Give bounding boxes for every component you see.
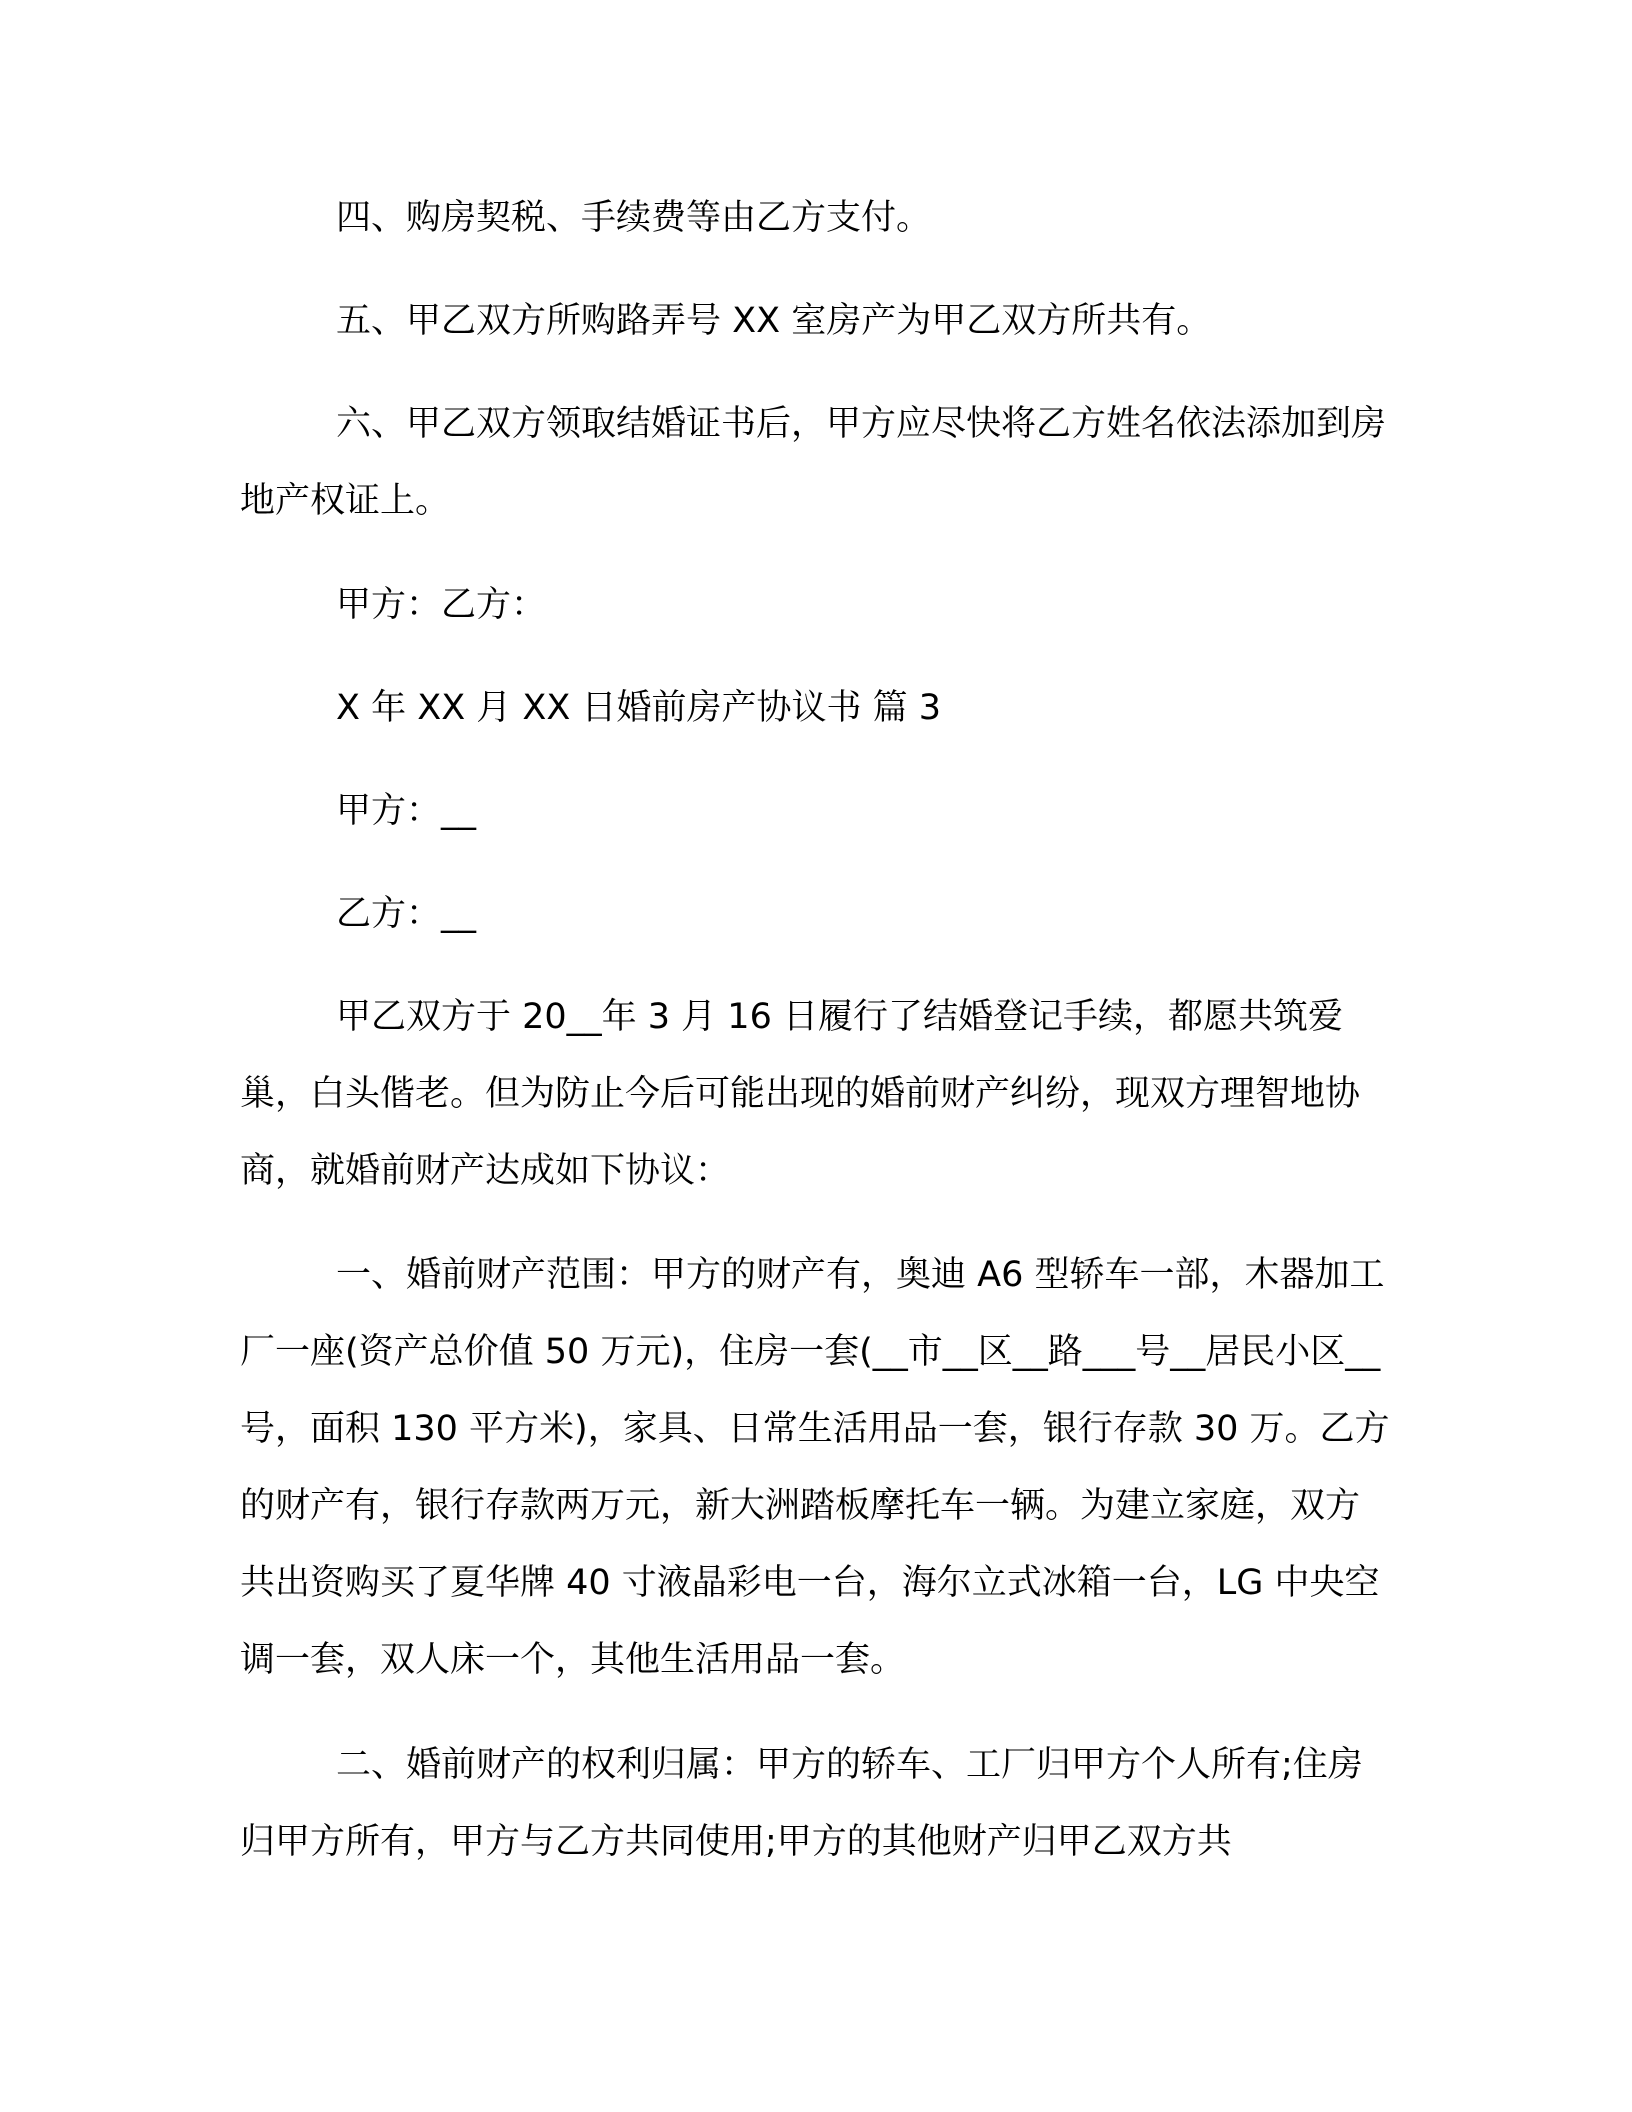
clause-2-paragraph: 二、婚前财产的权利归属：甲方的轿车、工厂归甲方个人所有;住房归甲方所有，甲方与乙方共同使用;甲方的其他财产归甲乙双方共 bbox=[240, 1745, 1363, 1862]
paragraph-4: 四、购房契税、手续费等由乙方支付。 bbox=[336, 198, 932, 238]
paragraph-6: 六、甲乙双方领取结婚证书后，甲方应尽快将乙方姓名依法添加到房地产权证上。 bbox=[240, 404, 1387, 521]
party-b-line: 乙方：__ bbox=[336, 894, 477, 934]
section-heading-3: X 年 XX 月 XX 日婚前房产协议书 篇 3 bbox=[336, 688, 942, 728]
party-a-line: 甲方：__ bbox=[336, 791, 477, 831]
clause-1-paragraph: 一、婚前财产范围：甲方的财产有，奥迪 A6 型轿车一部，木器加工厂一座(资产总价值 50 万元)，住房一套(__市__区__路___号__居民小区__号，面积 130 平方米)，家具、日常生活用品一套，银行存款 30 万。乙方的财产有，银行存款两万元，新大洲踏板摩托车一辆。为建立家庭，双方共出资购买了夏华牌 40 寸液晶彩电一台，海尔立式冰箱一台，LG 中央空调一套，双人床一个，其他生活用品一套。 bbox=[240, 1255, 1390, 1680]
paragraph-5: 五、甲乙双方所购路弄号 XX 室房产为甲乙双方所共有。 bbox=[336, 301, 1212, 341]
signature-line: 甲方：乙方： bbox=[336, 585, 547, 625]
intro-paragraph: 甲乙双方于 20__年 3 月 16 日履行了结婚登记手续，都愿共筑爱巢，白头偕老。但为防止今后可能出现的婚前财产纠纷，现双方理智地协商，就婚前财产达成如下协议： bbox=[240, 997, 1361, 1191]
